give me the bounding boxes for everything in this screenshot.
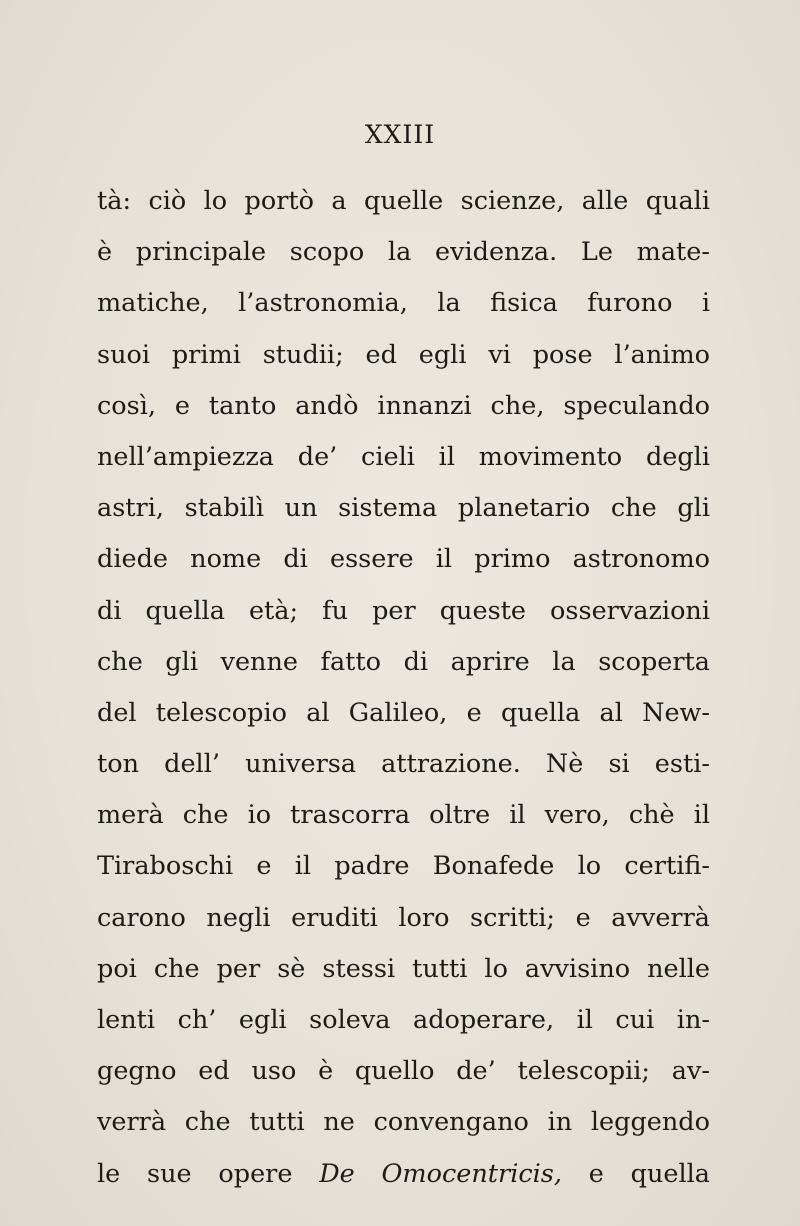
- body-text: [97, 176, 710, 1200]
- text-span: le sue opere: [97, 1158, 320, 1189]
- text-line: lenti ch’ egli soleva adoperare, il cui in-: [97, 1005, 710, 1035]
- text-line: di quella età; fu per queste osservazioni: [97, 595, 710, 626]
- page-number: XXIII: [364, 120, 436, 149]
- text-line: verrà che tutti ne convengano in leggendo: [97, 1107, 710, 1138]
- text-line: suoi primi studii; ed egli vi pose l’animo: [97, 339, 710, 370]
- text-line: ton dell’ universa attrazione. Nè si esti-: [97, 749, 710, 780]
- text-line: Tiraboschi e il padre Bonafede lo certifi-: [97, 851, 710, 882]
- text-line: astri, stabilì un sistema planetario che gli: [97, 493, 710, 524]
- text-line: carono negli eruditi loro scritti; e avverrà: [97, 902, 710, 933]
- text-line: diede nome di essere il primo astronomo: [97, 544, 710, 575]
- text-line: del telescopio al Galileo, e quella al New-: [97, 697, 710, 728]
- italic-title: De Omocentricis,: [319, 1158, 562, 1189]
- text-span: e quella: [561, 1158, 710, 1189]
- text-line: matiche, l’astronomia, la fisica furono i: [97, 288, 710, 319]
- text-line: poi che per sè stessi tutti lo avvisino nelle: [97, 953, 710, 984]
- text-line: così, e tanto andò innanzi che, speculando: [97, 390, 710, 421]
- text-line: nell’ampiezza de’ cieli il movimento degli: [97, 441, 710, 472]
- text-line: è principale scopo la evidenza. Le mate-: [97, 237, 710, 268]
- text-line-last: [97, 1149, 710, 1200]
- text-line: tà: ciò lo portò a quelle scienze, alle quali: [97, 186, 710, 216]
- text-line: che gli venne fatto di aprire la scoperta: [97, 646, 710, 677]
- text-line: gegno ed uso è quello de’ telescopii; av-: [97, 1056, 710, 1087]
- text-line: merà che io trascorra oltre il vero, chè il: [97, 800, 710, 831]
